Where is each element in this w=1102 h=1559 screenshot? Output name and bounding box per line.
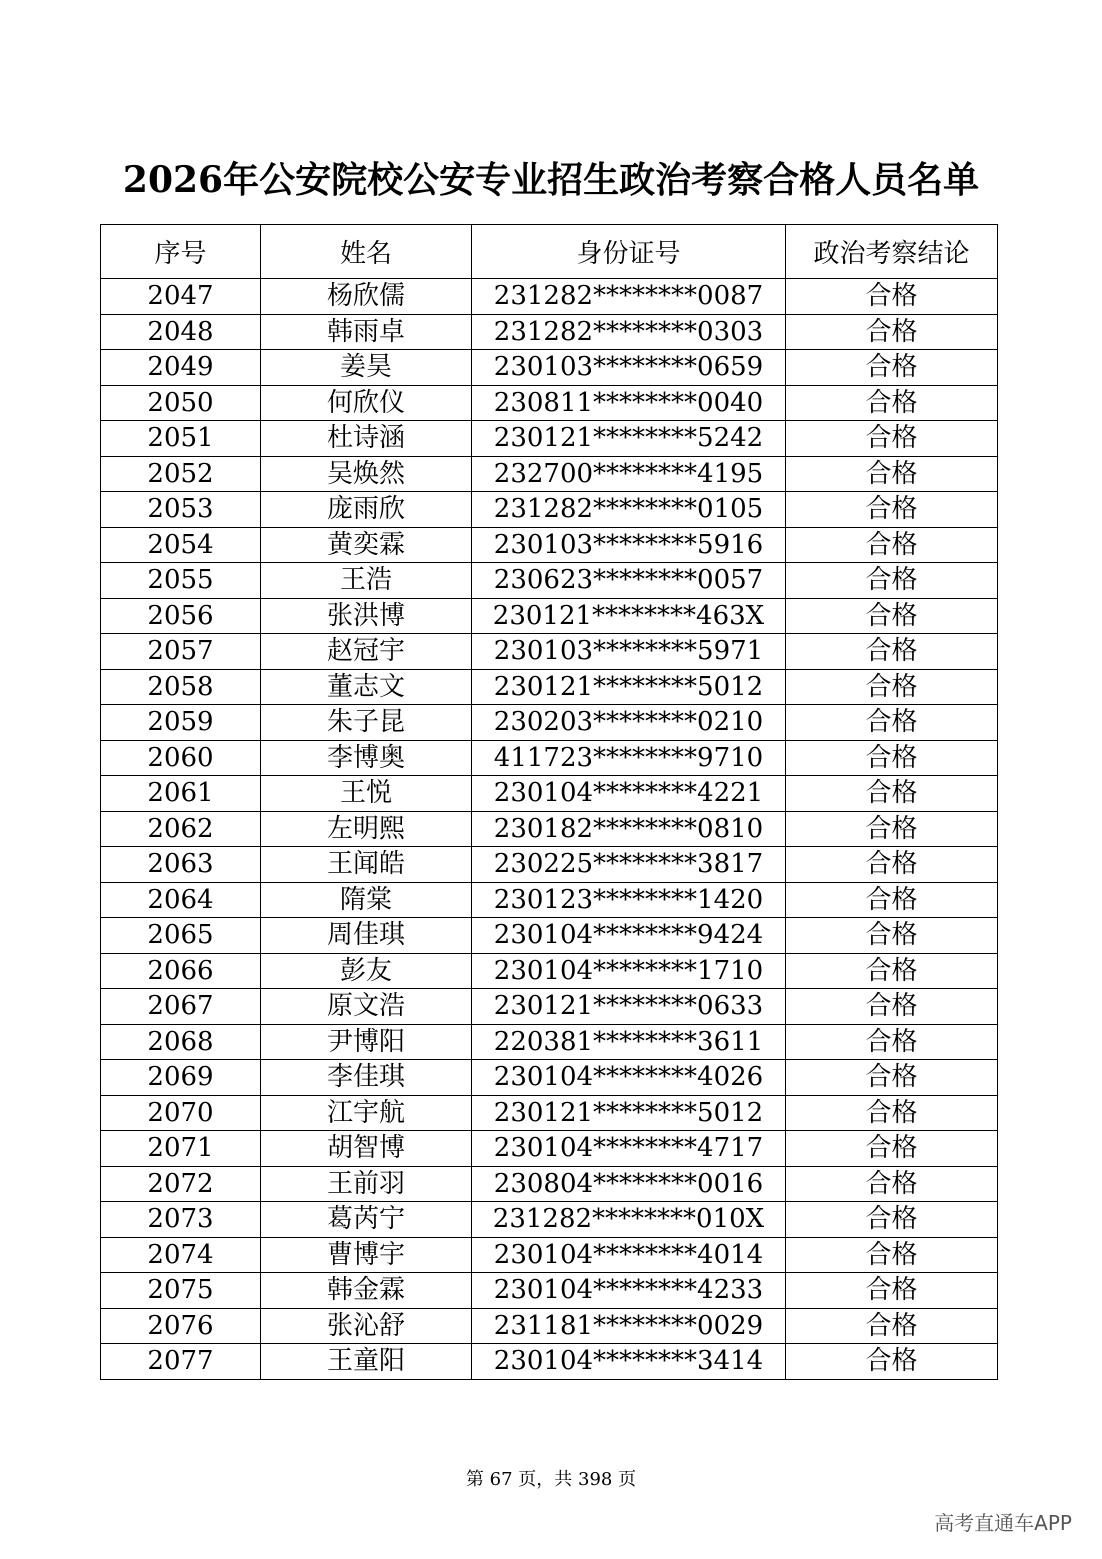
cell-index: 2074 bbox=[101, 1237, 261, 1273]
cell-conclusion: 合格 bbox=[786, 634, 998, 670]
cell-conclusion: 合格 bbox=[786, 527, 998, 563]
watermark: 高考直通车APP bbox=[934, 1511, 1072, 1535]
cell-id-number: 230811********0040 bbox=[472, 385, 786, 421]
cell-index: 2051 bbox=[101, 421, 261, 457]
cell-conclusion: 合格 bbox=[786, 847, 998, 883]
cell-conclusion: 合格 bbox=[786, 1344, 998, 1380]
cell-name: 赵冠宇 bbox=[261, 634, 472, 670]
table-row bbox=[101, 1344, 998, 1380]
cell-index: 2061 bbox=[101, 776, 261, 812]
cell-name: 周佳琪 bbox=[261, 918, 472, 954]
table-row bbox=[101, 598, 998, 634]
cell-name: 王前羽 bbox=[261, 1166, 472, 1202]
table-row bbox=[101, 1131, 998, 1167]
cell-conclusion: 合格 bbox=[786, 953, 998, 989]
table-row bbox=[101, 882, 998, 918]
cell-name: 曹博宇 bbox=[261, 1237, 472, 1273]
cell-name: 胡智博 bbox=[261, 1131, 472, 1167]
cell-name: 韩雨卓 bbox=[261, 314, 472, 350]
cell-id-number: 230103********0659 bbox=[472, 350, 786, 386]
cell-id-number: 231282********0087 bbox=[472, 279, 786, 315]
cell-id-number: 232700********4195 bbox=[472, 456, 786, 492]
cell-index: 2073 bbox=[101, 1202, 261, 1238]
cell-conclusion: 合格 bbox=[786, 1024, 998, 1060]
cell-index: 2068 bbox=[101, 1024, 261, 1060]
cell-index: 2048 bbox=[101, 314, 261, 350]
cell-id-number: 231181********0029 bbox=[472, 1308, 786, 1344]
cell-name: 朱子昆 bbox=[261, 705, 472, 741]
cell-conclusion: 合格 bbox=[786, 882, 998, 918]
table-row bbox=[101, 492, 998, 528]
cell-name: 董志文 bbox=[261, 669, 472, 705]
cell-index: 2072 bbox=[101, 1166, 261, 1202]
table-row bbox=[101, 1237, 998, 1273]
cell-index: 2054 bbox=[101, 527, 261, 563]
cell-id-number: 230104********4233 bbox=[472, 1273, 786, 1309]
page-footer: 第 67 页，共 398 页 bbox=[465, 1469, 637, 1490]
cell-index: 2076 bbox=[101, 1308, 261, 1344]
cell-name: 王童阳 bbox=[261, 1344, 472, 1380]
table-row bbox=[101, 669, 998, 705]
cell-id-number: 230804********0016 bbox=[472, 1166, 786, 1202]
header-conclusion: 政治考察结论 bbox=[786, 225, 998, 279]
table-row bbox=[101, 1202, 998, 1238]
cell-id-number: 230121********5242 bbox=[472, 421, 786, 457]
cell-conclusion: 合格 bbox=[786, 314, 998, 350]
cell-index: 2063 bbox=[101, 847, 261, 883]
cell-name: 吴焕然 bbox=[261, 456, 472, 492]
table-row bbox=[101, 634, 998, 670]
cell-conclusion: 合格 bbox=[786, 989, 998, 1025]
cell-name: 杜诗涵 bbox=[261, 421, 472, 457]
cell-name: 王悦 bbox=[261, 776, 472, 812]
cell-index: 2059 bbox=[101, 705, 261, 741]
cell-index: 2077 bbox=[101, 1344, 261, 1380]
table-row bbox=[101, 989, 998, 1025]
table-row bbox=[101, 421, 998, 457]
cell-name: 彭友 bbox=[261, 953, 472, 989]
header-index: 序号 bbox=[101, 225, 261, 279]
cell-name: 杨欣儒 bbox=[261, 279, 472, 315]
cell-name: 庞雨欣 bbox=[261, 492, 472, 528]
cell-id-number: 230121********0633 bbox=[472, 989, 786, 1025]
cell-id-number: 230104********4026 bbox=[472, 1060, 786, 1096]
cell-conclusion: 合格 bbox=[786, 740, 998, 776]
cell-name: 何欣仪 bbox=[261, 385, 472, 421]
table-row bbox=[101, 811, 998, 847]
cell-name: 姜昊 bbox=[261, 350, 472, 386]
cell-conclusion: 合格 bbox=[786, 1237, 998, 1273]
cell-conclusion: 合格 bbox=[786, 456, 998, 492]
table-row bbox=[101, 1166, 998, 1202]
cell-conclusion: 合格 bbox=[786, 563, 998, 599]
cell-name: 尹博阳 bbox=[261, 1024, 472, 1060]
cell-name: 王浩 bbox=[261, 563, 472, 599]
cell-id-number: 230121********5012 bbox=[472, 1095, 786, 1131]
roster-table bbox=[100, 224, 998, 1380]
cell-index: 2070 bbox=[101, 1095, 261, 1131]
cell-name: 葛芮宁 bbox=[261, 1202, 472, 1238]
header-name: 姓名 bbox=[261, 225, 472, 279]
cell-name: 张洪博 bbox=[261, 598, 472, 634]
cell-conclusion: 合格 bbox=[786, 1131, 998, 1167]
cell-index: 2064 bbox=[101, 882, 261, 918]
cell-index: 2055 bbox=[101, 563, 261, 599]
table-row bbox=[101, 314, 998, 350]
cell-id-number: 230203********0210 bbox=[472, 705, 786, 741]
table-row bbox=[101, 1095, 998, 1131]
table-row bbox=[101, 1060, 998, 1096]
cell-name: 隋棠 bbox=[261, 882, 472, 918]
cell-conclusion: 合格 bbox=[786, 1060, 998, 1096]
cell-id-number: 230121********5012 bbox=[472, 669, 786, 705]
cell-id-number: 231282********0303 bbox=[472, 314, 786, 350]
cell-index: 2067 bbox=[101, 989, 261, 1025]
cell-name: 黄奕霖 bbox=[261, 527, 472, 563]
cell-index: 2066 bbox=[101, 953, 261, 989]
cell-index: 2047 bbox=[101, 279, 261, 315]
cell-index: 2060 bbox=[101, 740, 261, 776]
cell-index: 2058 bbox=[101, 669, 261, 705]
cell-name: 李佳琪 bbox=[261, 1060, 472, 1096]
cell-conclusion: 合格 bbox=[786, 279, 998, 315]
table-row bbox=[101, 740, 998, 776]
cell-conclusion: 合格 bbox=[786, 1095, 998, 1131]
cell-index: 2069 bbox=[101, 1060, 261, 1096]
cell-index: 2049 bbox=[101, 350, 261, 386]
cell-id-number: 230103********5916 bbox=[472, 527, 786, 563]
table-row bbox=[101, 918, 998, 954]
table-row bbox=[101, 953, 998, 989]
cell-name: 王闻皓 bbox=[261, 847, 472, 883]
header-id-number: 身份证号 bbox=[472, 225, 786, 279]
cell-id-number: 231282********010X bbox=[472, 1202, 786, 1238]
table-row bbox=[101, 847, 998, 883]
cell-index: 2053 bbox=[101, 492, 261, 528]
table-header-row bbox=[101, 225, 998, 279]
table-row bbox=[101, 1273, 998, 1309]
table-row bbox=[101, 1308, 998, 1344]
cell-index: 2065 bbox=[101, 918, 261, 954]
cell-conclusion: 合格 bbox=[786, 350, 998, 386]
table-row bbox=[101, 1024, 998, 1060]
cell-name: 张沁舒 bbox=[261, 1308, 472, 1344]
cell-name: 韩金霖 bbox=[261, 1273, 472, 1309]
table-row bbox=[101, 527, 998, 563]
cell-index: 2056 bbox=[101, 598, 261, 634]
cell-index: 2071 bbox=[101, 1131, 261, 1167]
cell-conclusion: 合格 bbox=[786, 598, 998, 634]
table-row bbox=[101, 776, 998, 812]
cell-conclusion: 合格 bbox=[786, 776, 998, 812]
cell-conclusion: 合格 bbox=[786, 705, 998, 741]
cell-name: 李博奥 bbox=[261, 740, 472, 776]
table-row bbox=[101, 456, 998, 492]
cell-name: 江宇航 bbox=[261, 1095, 472, 1131]
cell-id-number: 220381********3611 bbox=[472, 1024, 786, 1060]
cell-id-number: 230103********5971 bbox=[472, 634, 786, 670]
cell-index: 2075 bbox=[101, 1273, 261, 1309]
cell-id-number: 230104********1710 bbox=[472, 953, 786, 989]
cell-conclusion: 合格 bbox=[786, 1166, 998, 1202]
cell-id-number: 230104********4014 bbox=[472, 1237, 786, 1273]
cell-id-number: 230104********3414 bbox=[472, 1344, 786, 1380]
table-row bbox=[101, 385, 998, 421]
cell-index: 2050 bbox=[101, 385, 261, 421]
table-row bbox=[101, 350, 998, 386]
cell-conclusion: 合格 bbox=[786, 1202, 998, 1238]
table-row bbox=[101, 705, 998, 741]
cell-conclusion: 合格 bbox=[786, 385, 998, 421]
cell-id-number: 411723********9710 bbox=[472, 740, 786, 776]
cell-conclusion: 合格 bbox=[786, 1273, 998, 1309]
cell-id-number: 230104********4717 bbox=[472, 1131, 786, 1167]
cell-conclusion: 合格 bbox=[786, 492, 998, 528]
cell-id-number: 230121********463X bbox=[472, 598, 786, 634]
table-row bbox=[101, 279, 998, 315]
cell-name: 原文浩 bbox=[261, 989, 472, 1025]
cell-id-number: 230623********0057 bbox=[472, 563, 786, 599]
cell-id-number: 230123********1420 bbox=[472, 882, 786, 918]
cell-index: 2052 bbox=[101, 456, 261, 492]
cell-conclusion: 合格 bbox=[786, 421, 998, 457]
cell-index: 2057 bbox=[101, 634, 261, 670]
cell-index: 2062 bbox=[101, 811, 261, 847]
cell-id-number: 230104********9424 bbox=[472, 918, 786, 954]
cell-id-number: 230104********4221 bbox=[472, 776, 786, 812]
table-body bbox=[101, 279, 998, 1380]
cell-id-number: 231282********0105 bbox=[472, 492, 786, 528]
cell-conclusion: 合格 bbox=[786, 918, 998, 954]
cell-conclusion: 合格 bbox=[786, 669, 998, 705]
table-row bbox=[101, 563, 998, 599]
cell-id-number: 230225********3817 bbox=[472, 847, 786, 883]
cell-conclusion: 合格 bbox=[786, 1308, 998, 1344]
cell-name: 左明熙 bbox=[261, 811, 472, 847]
page-title: 2026年公安院校公安专业招生政治考察合格人员名单 bbox=[122, 159, 980, 201]
cell-id-number: 230182********0810 bbox=[472, 811, 786, 847]
cell-conclusion: 合格 bbox=[786, 811, 998, 847]
